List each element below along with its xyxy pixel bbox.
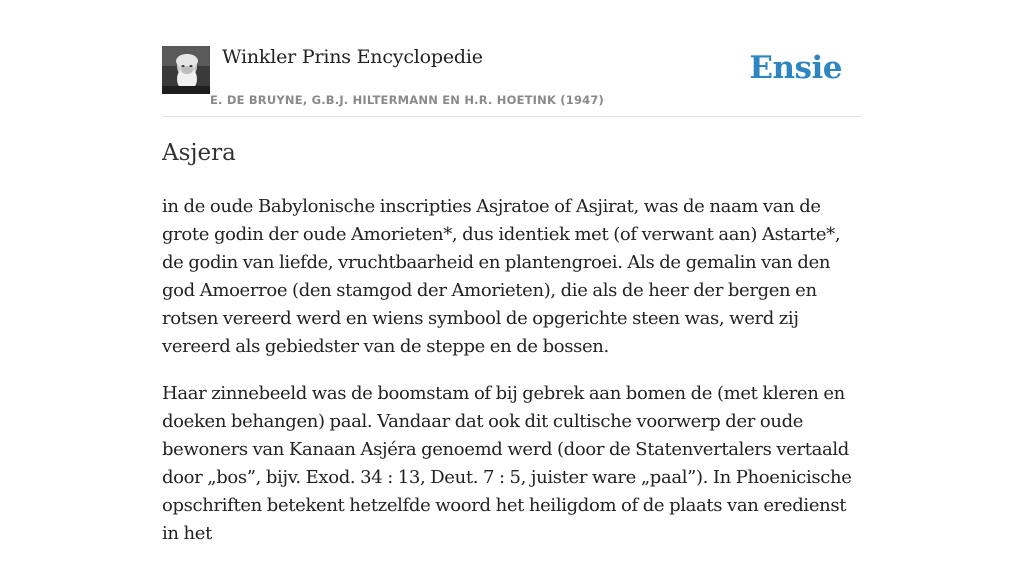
- source-header: [162, 0, 862, 117]
- entry-paragraph: Haar zinnebeeld was de boomstam of bij gebrek aan bomen de (met kleren en doeken behangen) paal. Vandaar dat ook dit cultische voorwerp der oude bewoners van Kanaan Asjéra genoemd werd (door de Statenvertalers vertaald door „bos”, bijv. Exod. 34 : 13, Deut. 7 : 5, juister ware „paal”). In Phoenicische opschriften betekent hetzelfde woord het heiligdom of de plaats van eredienst in het: [162, 383, 852, 544]
- entry-body: [162, 193, 864, 567]
- source-avatar[interactable]: [162, 46, 210, 94]
- portrait-icon: [162, 46, 210, 94]
- entry-title: Asjera: [162, 140, 236, 166]
- entry-paragraph: in de oude Babylonische inscripties Asjratoe of Asjirat, was de naam van de grote godin der oude Amorieten*, dus identiek met (of verwant aan) Astarte*, de godin van liefde, vruchtbaarheid en plantengroei. Als de gemalin van den god Amoerroe (den stamgod der Amorieten), die als de heer der bergen en rotsen vereerd werd en wiens symbool de opgerichte steen was, werd zij vereerd als gebiedster van de steppe en de bossen.: [162, 196, 841, 357]
- ensie-logo-link[interactable]: Ensie: [749, 50, 842, 86]
- source-authors: E. DE BRUYNE, G.B.J. HILTERMANN EN H.R. HOETINK (1947): [210, 93, 605, 107]
- source-title[interactable]: Winkler Prins Encyclopedie: [222, 46, 483, 68]
- article: [162, 0, 862, 544]
